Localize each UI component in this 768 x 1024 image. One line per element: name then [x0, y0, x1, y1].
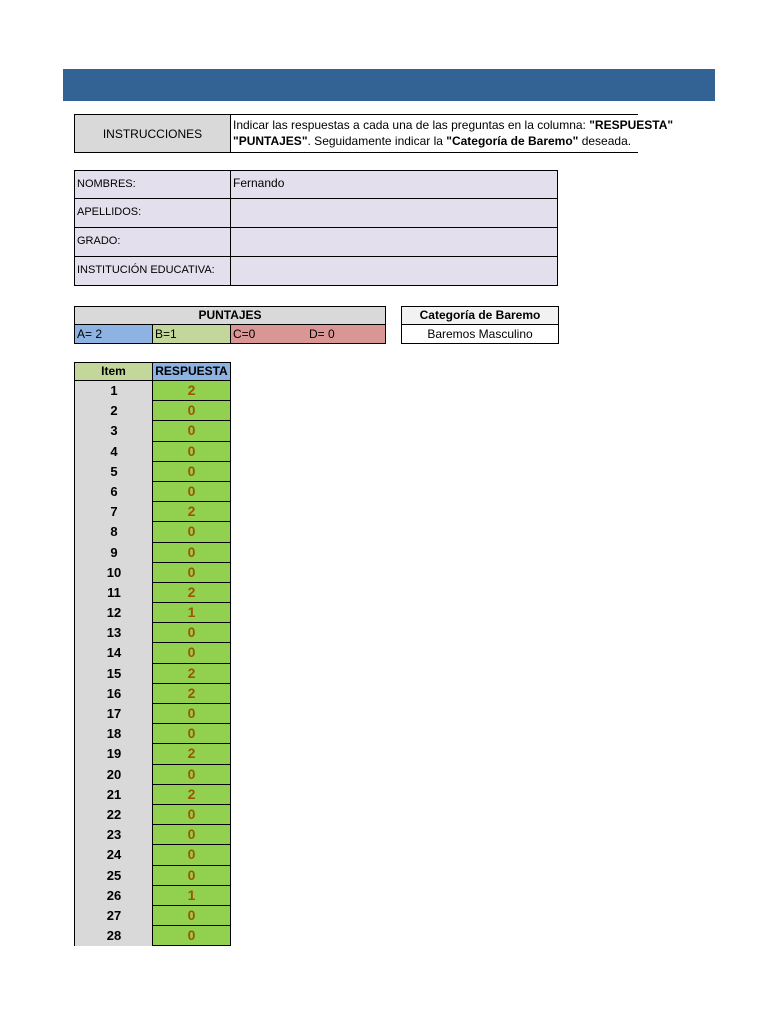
categoria-select[interactable]: Baremos Masculino — [401, 324, 559, 344]
item-number: 12 — [74, 603, 153, 623]
item-number: 8 — [74, 522, 153, 542]
respuesta-cell[interactable]: 0 — [152, 865, 231, 886]
table-row — [74, 724, 231, 744]
respuesta-cell[interactable]: 0 — [152, 642, 231, 663]
table-row — [74, 502, 231, 522]
table-row — [74, 664, 231, 684]
apellidos-label: APELLIDOS: — [74, 198, 231, 228]
instructions-text[interactable] — [230, 114, 674, 153]
table-row — [74, 482, 231, 502]
grado-label: GRADO: — [74, 227, 231, 257]
item-number: 7 — [74, 502, 153, 522]
table-row — [74, 421, 231, 441]
puntaje-c: C=0 — [233, 327, 256, 341]
header-item: Item — [74, 362, 153, 381]
puntaje-a: A= 2 — [74, 324, 153, 344]
respuesta-cell[interactable]: 0 — [152, 723, 231, 744]
respuesta-cell[interactable]: 0 — [152, 420, 231, 441]
respuesta-cell[interactable]: 0 — [152, 542, 231, 563]
instructions-line-2: "PUNTAJES". Seguidamente indicar la "Categoría de Baremo" deseada. — [233, 134, 632, 148]
nombres-label: NOMBRES: — [74, 170, 231, 199]
table-row — [74, 522, 231, 542]
table-row — [74, 785, 231, 805]
respuesta-cell[interactable]: 2 — [152, 784, 231, 805]
table-row — [74, 886, 231, 906]
respuesta-cell[interactable]: 0 — [152, 481, 231, 502]
institucion-field[interactable] — [230, 256, 558, 286]
respuesta-cell[interactable]: 2 — [152, 582, 231, 603]
table-row — [74, 462, 231, 482]
respuesta-cell[interactable]: 0 — [152, 844, 231, 865]
responses-header — [74, 362, 231, 381]
item-number: 20 — [74, 765, 153, 785]
student-row-nombres — [74, 170, 559, 199]
responses-body — [74, 381, 231, 946]
respuesta-cell[interactable]: 2 — [152, 743, 231, 764]
item-number: 9 — [74, 543, 153, 563]
puntaje-d: D= 0 — [309, 327, 335, 341]
item-number: 2 — [74, 401, 153, 421]
table-row — [74, 805, 231, 825]
item-number: 3 — [74, 421, 153, 441]
item-number: 22 — [74, 805, 153, 825]
item-number: 14 — [74, 643, 153, 663]
respuesta-cell[interactable]: 0 — [152, 703, 231, 724]
table-row — [74, 623, 231, 643]
respuesta-cell[interactable]: 0 — [152, 764, 231, 785]
item-number: 24 — [74, 845, 153, 865]
puntajes-title: PUNTAJES — [74, 306, 386, 325]
responses-table — [74, 362, 231, 946]
item-number: 18 — [74, 724, 153, 744]
grado-field[interactable] — [230, 227, 558, 257]
table-row — [74, 744, 231, 764]
instructions-label: INSTRUCCIONES — [74, 114, 231, 153]
student-row-apellidos — [74, 199, 559, 228]
respuesta-cell[interactable]: 0 — [152, 622, 231, 643]
table-row — [74, 583, 231, 603]
item-number: 10 — [74, 563, 153, 583]
table-row — [74, 563, 231, 583]
item-number: 17 — [74, 704, 153, 724]
respuesta-cell[interactable]: 0 — [152, 461, 231, 482]
item-number: 28 — [74, 926, 153, 946]
item-number: 25 — [74, 866, 153, 886]
header-respuesta: RESPUESTA — [152, 362, 231, 381]
item-number: 11 — [74, 583, 153, 603]
item-number: 21 — [74, 785, 153, 805]
item-number: 23 — [74, 825, 153, 845]
item-number: 4 — [74, 442, 153, 462]
table-row — [74, 866, 231, 886]
table-row — [74, 906, 231, 926]
student-info-table — [74, 170, 559, 286]
table-row — [74, 845, 231, 865]
table-row — [74, 704, 231, 724]
apellidos-field[interactable] — [230, 198, 558, 228]
respuesta-cell[interactable]: 0 — [152, 562, 231, 583]
respuesta-cell[interactable]: 0 — [152, 441, 231, 462]
item-number: 13 — [74, 623, 153, 643]
item-number: 26 — [74, 886, 153, 906]
header-banner — [63, 69, 715, 101]
respuesta-cell[interactable]: 0 — [152, 521, 231, 542]
respuesta-cell[interactable]: 0 — [152, 925, 231, 946]
item-number: 6 — [74, 482, 153, 502]
instructions-line-1: Indicar las respuestas a cada una de las preguntas en la columna: "RESPUESTA" — [233, 118, 674, 132]
categoria-title: Categoría de Baremo — [401, 306, 559, 325]
respuesta-cell[interactable]: 0 — [152, 804, 231, 825]
item-number: 16 — [74, 684, 153, 704]
table-row — [74, 926, 231, 946]
table-row — [74, 381, 231, 401]
respuesta-cell[interactable]: 2 — [152, 663, 231, 684]
table-row — [74, 825, 231, 845]
item-number: 15 — [74, 664, 153, 684]
item-number: 19 — [74, 744, 153, 764]
item-number: 1 — [74, 381, 153, 401]
item-number: 27 — [74, 906, 153, 926]
respuesta-cell[interactable]: 1 — [152, 602, 231, 623]
table-row — [74, 401, 231, 421]
respuesta-cell[interactable]: 2 — [152, 683, 231, 704]
student-row-institucion — [74, 257, 559, 286]
table-row — [74, 684, 231, 704]
table-row — [74, 603, 231, 623]
nombres-field[interactable]: Fernando — [230, 170, 558, 199]
item-number: 5 — [74, 462, 153, 482]
respuesta-cell[interactable]: 1 — [152, 885, 231, 906]
respuesta-cell[interactable]: 0 — [152, 400, 231, 421]
respuesta-cell[interactable]: 2 — [152, 501, 231, 522]
puntaje-cd — [230, 324, 386, 344]
respuesta-cell[interactable]: 2 — [152, 380, 231, 401]
respuesta-cell[interactable]: 0 — [152, 824, 231, 845]
table-row — [74, 643, 231, 663]
table-row — [74, 543, 231, 563]
respuesta-cell[interactable]: 0 — [152, 905, 231, 926]
puntaje-b: B=1 — [152, 324, 231, 344]
institucion-label: INSTITUCIÓN EDUCATIVA: — [74, 256, 231, 286]
table-row — [74, 765, 231, 785]
student-row-grado — [74, 228, 559, 257]
table-row — [74, 442, 231, 462]
